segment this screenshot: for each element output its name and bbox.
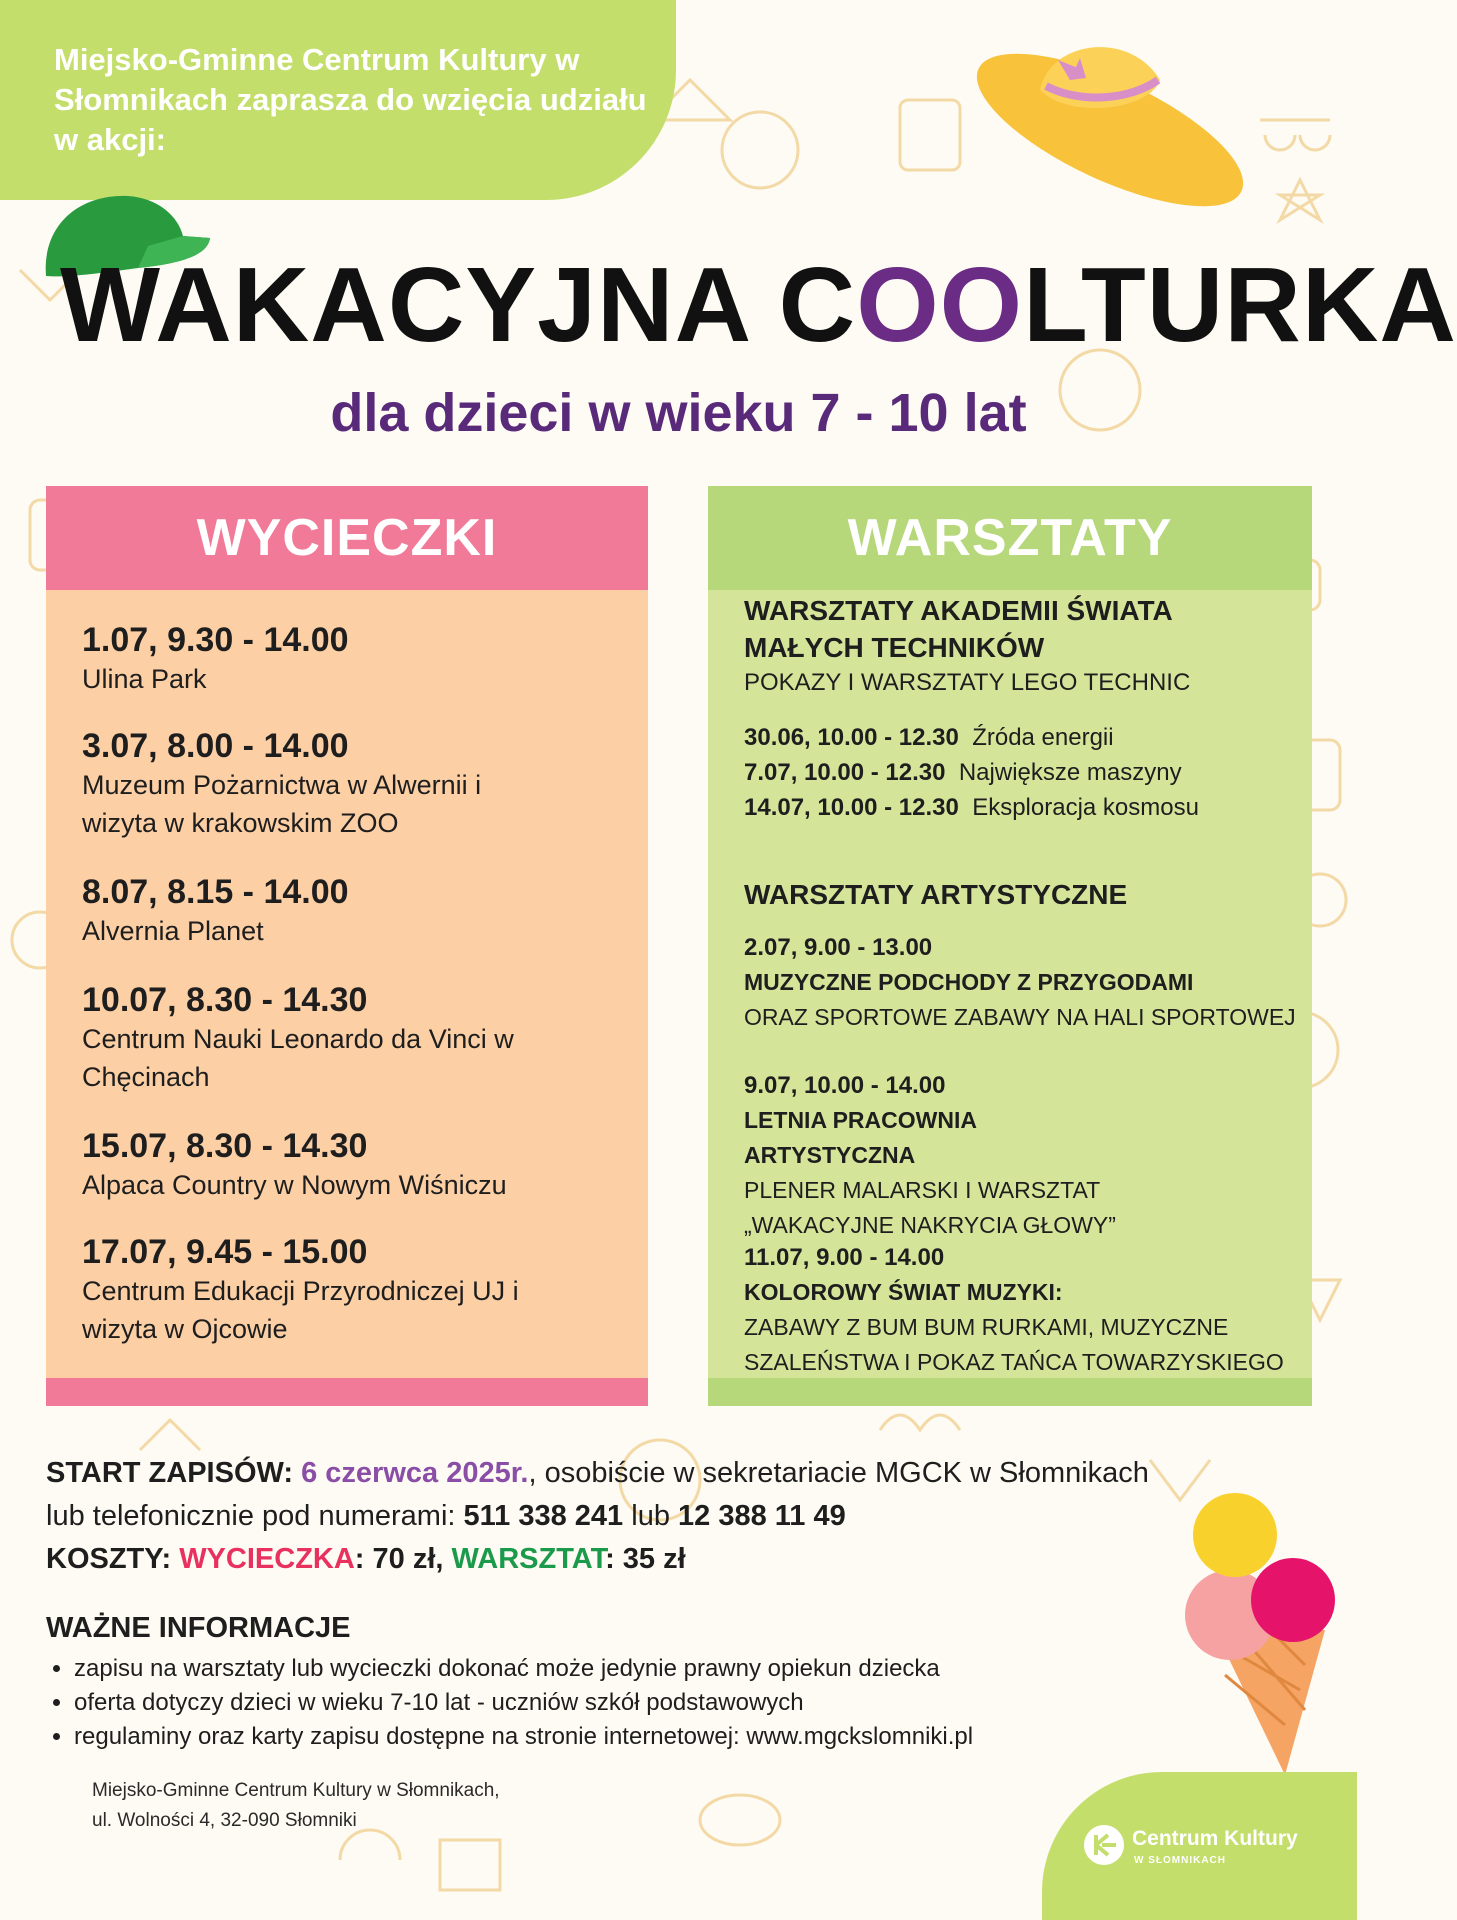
trip-place: Centrum Nauki Leonardo da Vinci w Chęcinach	[82, 1024, 514, 1092]
session-topic: Źróda energii	[972, 724, 1114, 751]
art-session-date: 11.07, 9.00 - 14.00	[744, 1244, 945, 1271]
important-info-list	[46, 1652, 1146, 1754]
tech-session	[744, 720, 1304, 755]
trip-item	[82, 980, 542, 1096]
trip-place: Ulina Park	[82, 664, 207, 694]
tech-sessions	[744, 720, 1304, 825]
phone-number-2[interactable]: 12 388 11 49	[678, 1500, 846, 1532]
registration-date: 6 czerwca 2025r.	[301, 1457, 529, 1489]
title-part-2: LTURKA	[1023, 246, 1457, 364]
subtitle: dla dzieci w wieku 7 - 10 lat	[330, 383, 1027, 443]
art-session-date: 9.07, 10.00 - 14.00	[744, 1072, 946, 1099]
art-session	[744, 1068, 1124, 1243]
registration-info	[46, 1452, 1286, 1581]
footer-address	[92, 1776, 500, 1836]
trip-date: 17.07, 9.45 - 15.00	[82, 1233, 368, 1271]
intro-text: Miejsko-Gminne Centrum Kultury w Słomnikach zaprasza do wzięcia udziału w akcji:	[54, 42, 647, 157]
trips-header: WYCIECZKI	[46, 486, 648, 590]
address-line-2: ul. Wolności 4, 32-090 Słomniki	[92, 1810, 357, 1831]
art-session	[744, 1240, 1284, 1380]
registration-line-1	[46, 1452, 1286, 1495]
trip-place: Centrum Edukacji Przyrodniczej UJ i wizyta w Ojcowie	[82, 1276, 519, 1344]
costs-label: KOSZTY:	[46, 1543, 180, 1575]
trip-place: Muzeum Pożarnictwa w Alwernii i wizyta w krakowskim ZOO	[82, 770, 482, 838]
trip-date: 10.07, 8.30 - 14.30	[82, 981, 368, 1019]
session-topic: Eksploracja kosmosu	[972, 794, 1199, 821]
costs-line	[46, 1538, 1286, 1581]
art-session-desc: ZABAWY Z BUM BUM RURKAMI, MUZYCZNE SZALEŃSTWA I POKAZ TAŃCA TOWARZYSKIEGO	[744, 1314, 1284, 1375]
art-session	[744, 930, 1304, 1035]
workshops-header: WARSZTATY	[708, 486, 1312, 590]
tech-session	[744, 755, 1304, 790]
session-date: 7.07, 10.00 - 12.30	[744, 759, 946, 786]
art-session-name: MUZYCZNE PODCHODY Z PRZYGODAMI	[744, 969, 1194, 995]
trip-item	[82, 1126, 642, 1204]
list-item: • regulaminy oraz karty zapisu dostępne na stronie internetowej: www.mgckslomniki.pl	[74, 1720, 1146, 1754]
art-session-name: LETNIA PRACOWNIA ARTYSTYCZNA	[744, 1107, 977, 1168]
logo-name: Centrum Kultury	[1132, 1827, 1298, 1850]
ice-cream-icon	[1175, 1480, 1335, 1780]
logo-mark-icon	[1082, 1823, 1126, 1867]
address-line-1: Miejsko-Gminne Centrum Kultury w Słomnikach,	[92, 1780, 500, 1801]
registration-or: lub	[623, 1500, 679, 1532]
trip-item	[82, 620, 642, 698]
session-date: 14.07, 10.00 - 12.30	[744, 794, 959, 821]
workshop-cost: : 35 zł	[605, 1543, 686, 1575]
workshop-cost-label: WARSZTAT	[451, 1543, 606, 1575]
trip-item	[82, 872, 642, 950]
art-workshop-title	[744, 876, 1304, 913]
tech-workshop-block	[744, 592, 1214, 700]
trips-footer-bar	[46, 1378, 648, 1406]
title-part-1: WAKACYJNA C	[60, 246, 857, 364]
session-date: 30.06, 10.00 - 12.30	[744, 724, 959, 751]
important-info-title: WAŻNE INFORMACJE	[46, 1612, 351, 1644]
tech-workshop-subtitle: POKAZY I WARSZTATY LEGO TECHNIC	[744, 669, 1191, 696]
trip-date: 3.07, 8.00 - 14.00	[82, 727, 349, 765]
trip-cost: : 70 zł,	[354, 1543, 452, 1575]
art-session-name: KOLOROWY ŚWIAT MUZYKI:	[744, 1279, 1063, 1305]
tech-session	[744, 790, 1304, 825]
art-session-desc: ORAZ SPORTOWE ZABAWY NA HALI SPORTOWEJ	[744, 1004, 1296, 1030]
trip-cost-label: WYCIECZKA	[179, 1543, 355, 1575]
list-item: • zapisu na warsztaty lub wycieczki dokonać może jedynie prawny opiekun dziecka	[74, 1652, 1146, 1686]
title-oo-eyes: OO	[856, 246, 1024, 364]
registration-label: START ZAPISÓW:	[46, 1457, 294, 1489]
trip-date: 15.07, 8.30 - 14.30	[82, 1127, 368, 1165]
art-session-desc: PLENER MALARSKI I WARSZTAT „WAKACYJNE NAKRYCIA GŁOWY”	[744, 1177, 1116, 1238]
trips-panel	[46, 486, 648, 1406]
art-workshop-heading: WARSZTATY ARTYSTYCZNE	[744, 879, 1128, 910]
trip-place: Alvernia Planet	[82, 916, 264, 946]
trip-date: 1.07, 9.30 - 14.00	[82, 621, 349, 659]
main-title	[60, 246, 1457, 364]
workshops-footer-bar	[708, 1378, 1312, 1406]
trip-date: 8.07, 8.15 - 14.00	[82, 873, 349, 911]
logo-subtitle: W SŁOMNIKACH	[1134, 1855, 1226, 1866]
list-item: • oferta dotyczy dzieci w wieku 7-10 lat - uczniów szkół podstawowych	[74, 1686, 1146, 1720]
workshops-panel	[708, 486, 1312, 1406]
sun-hat-icon	[960, 20, 1260, 210]
trip-item	[82, 1232, 552, 1348]
tech-workshop-title: WARSZTATY AKADEMII ŚWIATA MAŁYCH TECHNIKÓW	[744, 595, 1172, 663]
registration-phone-text: lub telefonicznie pod numerami:	[46, 1500, 464, 1532]
important-info	[46, 1608, 1146, 1754]
trip-place: Alpaca Country w Nowym Wiśniczu	[82, 1170, 507, 1200]
registration-line-2	[46, 1495, 1286, 1538]
art-session-date: 2.07, 9.00 - 13.00	[744, 934, 933, 961]
registration-place: , osobiście w sekretariacie MGCK w Słomnikach	[528, 1457, 1149, 1489]
trip-item	[82, 726, 522, 842]
phone-number-1[interactable]: 511 338 241	[463, 1500, 624, 1532]
session-topic: Największe maszyny	[958, 759, 1182, 786]
